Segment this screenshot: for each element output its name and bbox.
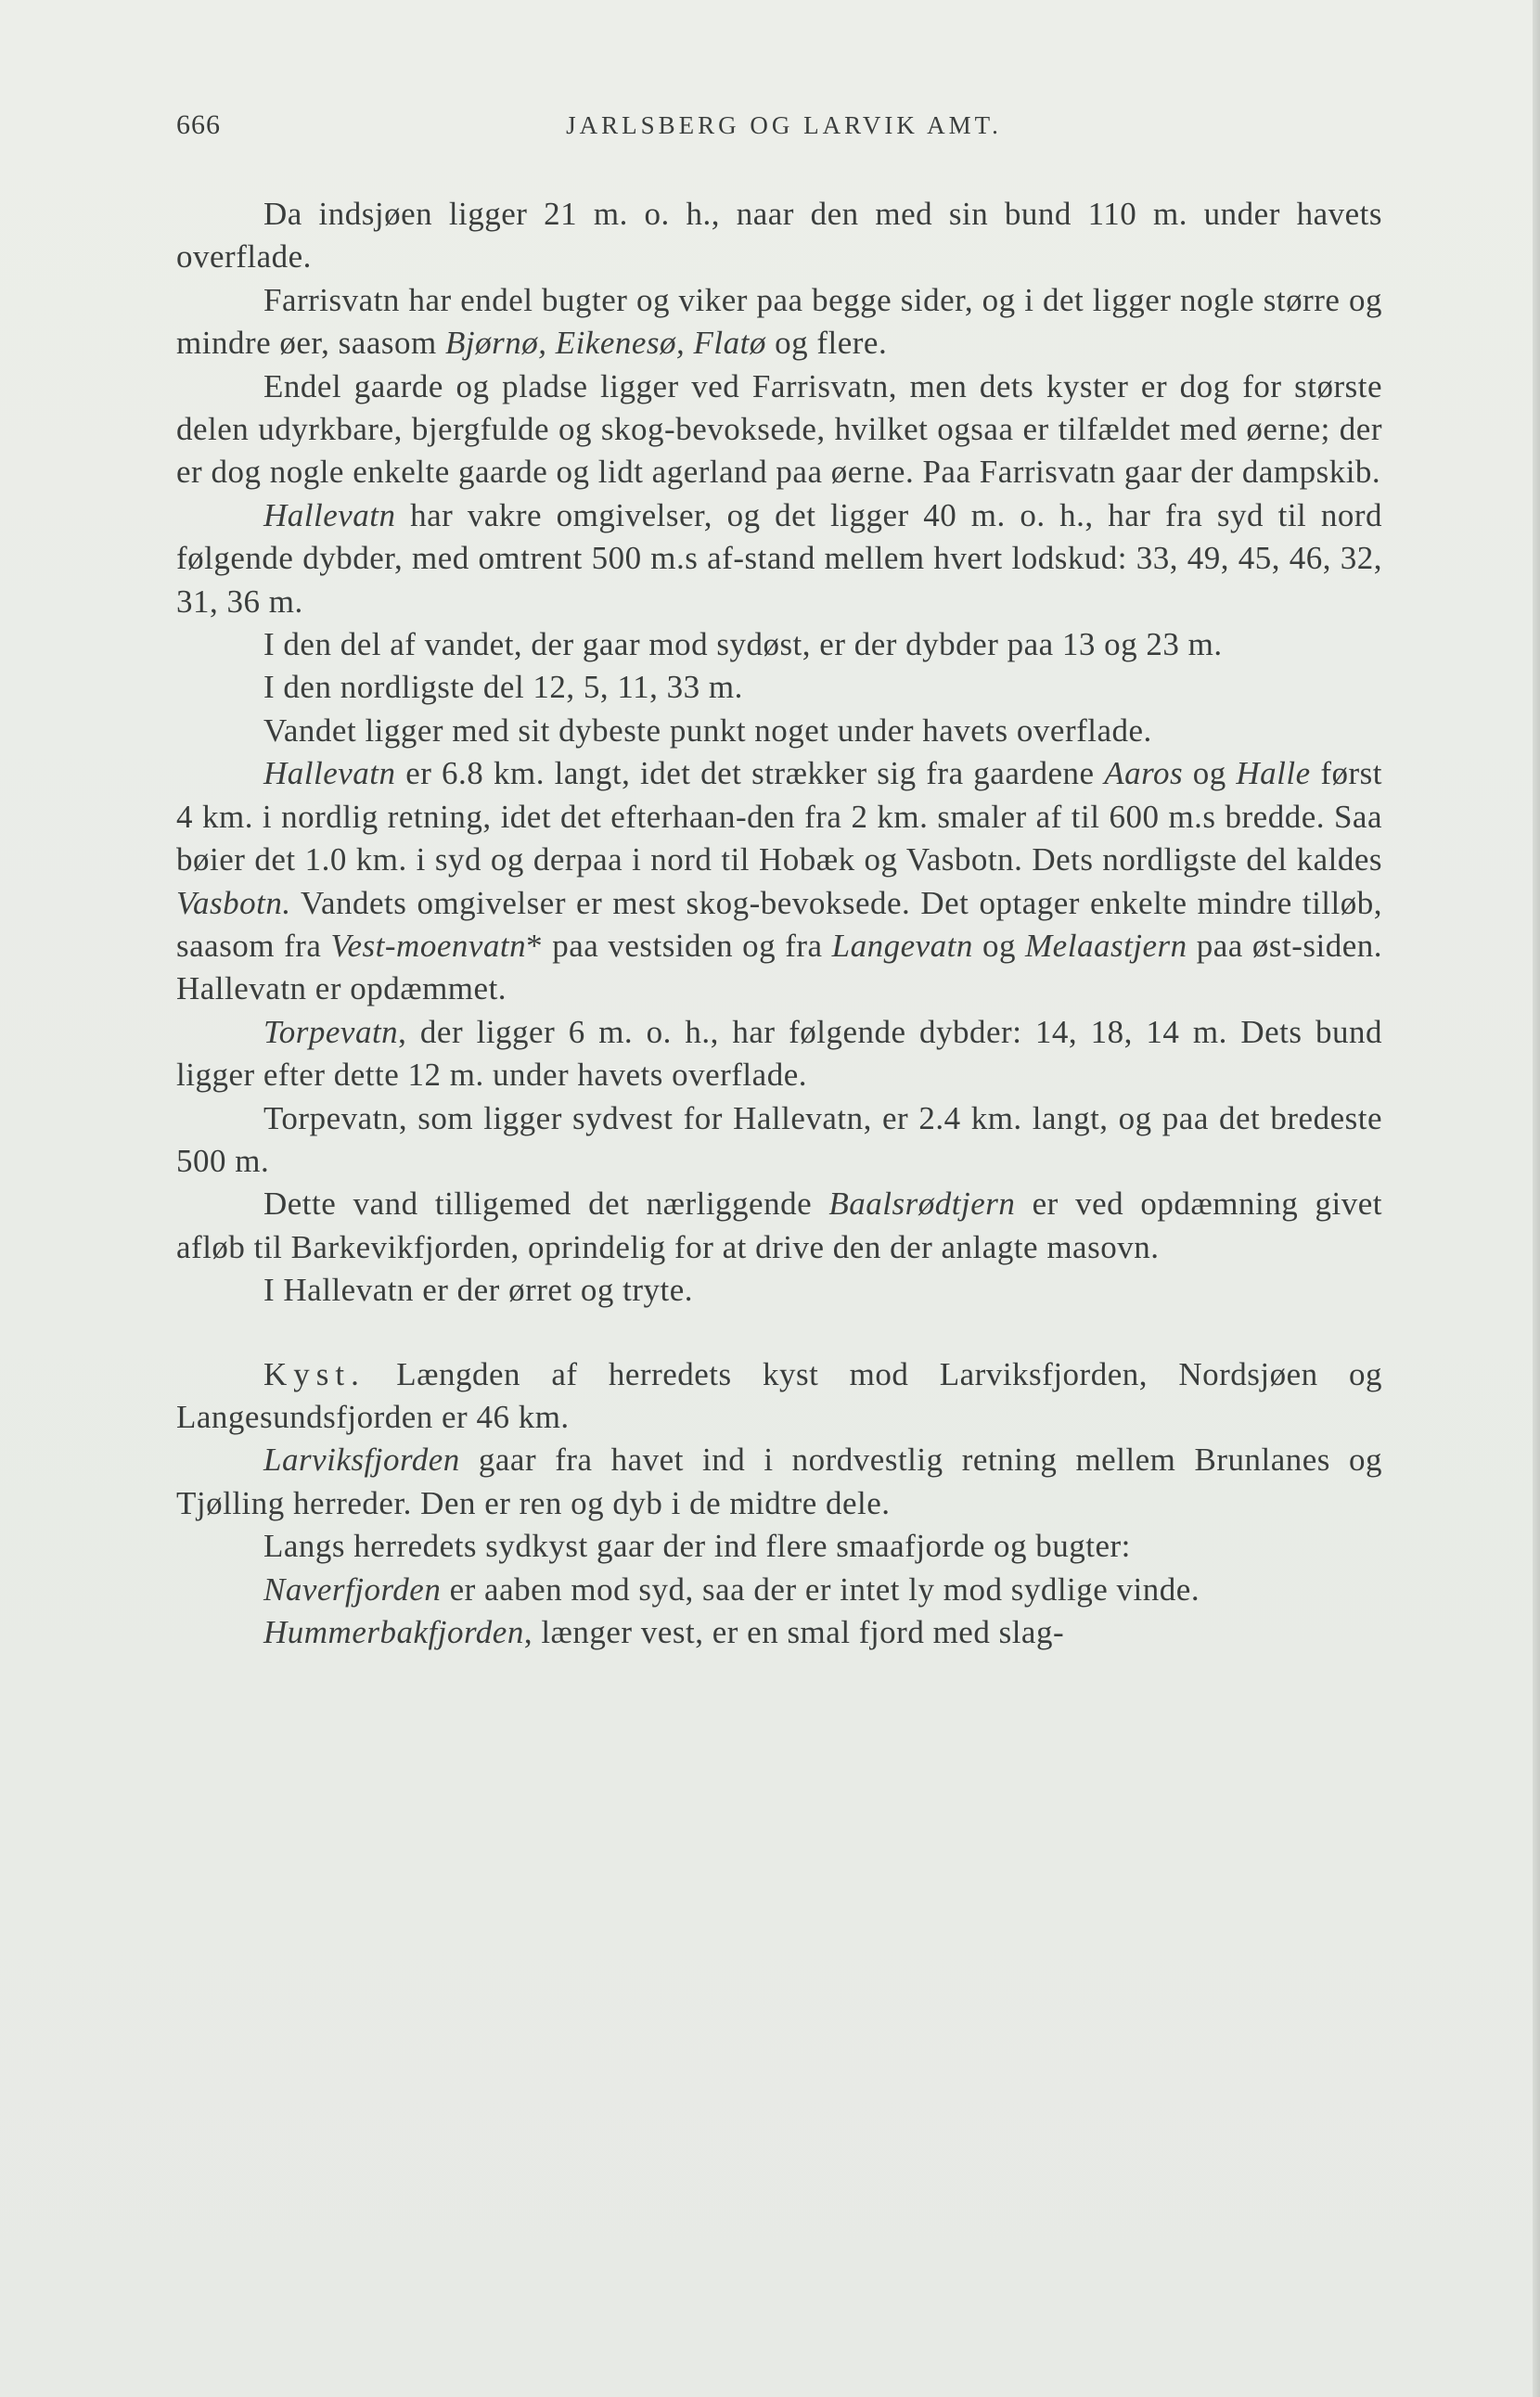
paragraph <box>176 365 1382 494</box>
paragraph <box>176 1525 1382 1568</box>
paragraph <box>176 279 1382 365</box>
body-text <box>176 193 1382 1654</box>
text-run: Da indsjøen ligger 21 m. o. h., naar den med sin bund 110 m. under havets overflade. <box>176 196 1382 276</box>
text-run: Længden af herredets kyst mod Larviksfjorden, Nordsjøen og Langesundsfjorden er 46 km. <box>176 1355 1382 1435</box>
text-run: I den nordligste del 12, 5, 11, 33 m. <box>263 669 743 706</box>
text-run: er aaben mod syd, saa der er intet ly mod sydlige vinde. <box>441 1570 1200 1608</box>
italic-text: Vasbotn. <box>176 884 291 921</box>
page-edge-shadow <box>1533 0 1540 2397</box>
text-run: gaar fra havet ind i nordvestlig retning mellem Brunlanes og Tjølling herreder. Den er ren og dyb i de midtre dele. <box>176 1442 1382 1521</box>
italic-text: Melaastjern <box>1025 927 1187 964</box>
text-run: har vakre omgivelser, og det ligger 40 m. o. h., har fra syd til nord følgende dybder, med omtrent 500 m.s af-stand mellem hvert lodskud: 33, 49, 45, 46, 32, 31, 36 m. <box>176 496 1382 620</box>
text-run: , længer vest, er en smal fjord med slag- <box>523 1614 1065 1650</box>
text-run: Endel gaarde og pladse ligger ved Farrisvatn, men dets kyster er dog for største delen udyrkbare, bjergfulde og skog-bevoksede, hvilket ogsaa er tilfældet med øerne; der er dog nogle enkelte gaarde og lidt agerland paa øerne. Paa Farrisvatn gaar der dampskib. <box>176 367 1382 491</box>
paragraph <box>176 1439 1382 1525</box>
text-run: * paa vestsiden og fra <box>526 927 832 964</box>
paragraph <box>176 1097 1382 1184</box>
spaced-heading: Kyst. <box>263 1355 366 1392</box>
paragraph <box>176 1569 1382 1611</box>
text-run: er 6.8 km. langt, idet det strækker sig fra gaardene <box>395 755 1105 792</box>
italic-text: Torpevatn <box>263 1013 399 1050</box>
paragraph <box>176 666 1382 709</box>
text-run: Farrisvatn har endel bugter og viker paa begge sider, og i det ligger nogle større og mindre øer, saasom <box>176 281 1382 362</box>
paragraph <box>176 1353 1382 1440</box>
text-run: og <box>1183 755 1237 792</box>
text-run: Langs herredets sydkyst gaar der ind flere smaafjorde og bugter: <box>263 1528 1131 1565</box>
paragraph <box>176 710 1382 752</box>
running-head: JARLSBERG OG LARVIK AMT. <box>566 111 1002 139</box>
italic-text: Naverfjorden <box>263 1570 442 1608</box>
paragraph <box>176 752 1382 1010</box>
paragraph <box>176 193 1382 279</box>
text-run: Vandet ligger med sit dybeste punkt noget under havets overflade. <box>263 711 1152 749</box>
paragraph <box>176 1269 1382 1312</box>
italic-text: Bjørnø, Eikenesø, Flatø <box>444 325 766 362</box>
paragraph <box>176 1011 1382 1097</box>
italic-text: Halle <box>1236 755 1311 792</box>
italic-text: Larviksfjorden <box>263 1442 460 1479</box>
paragraph <box>176 623 1382 666</box>
text-run: I Hallevatn er der ørret og tryte. <box>263 1272 694 1309</box>
italic-text: Aaros <box>1104 755 1184 792</box>
text-run: Torpevatn, som ligger sydvest for Hallevatn, er 2.4 km. langt, og paa det bredeste 500 m. <box>176 1099 1382 1179</box>
text-run: og <box>972 927 1026 964</box>
italic-text: Vest-moenvatn <box>330 927 527 964</box>
page-number: 666 <box>176 109 221 140</box>
text-run: , der ligger 6 m. o. h., har følgende dybder: 14, 18, 14 m. Dets bund ligger efter dette 12 m. under havets overflade. <box>176 1013 1382 1094</box>
italic-text: Hummerbakfjorden <box>263 1614 524 1650</box>
page-header <box>176 109 1392 156</box>
text-run: Dette vand tilligemed det nærliggende <box>263 1186 829 1223</box>
text-run: og flere. <box>765 325 888 362</box>
italic-text: Baalsrødtjern <box>828 1186 1016 1223</box>
paragraph <box>176 1611 1382 1654</box>
text-run: I den del af vandet, der gaar mod sydøst, er der dybder paa 13 og 23 m. <box>263 626 1223 663</box>
text-run: Vandets omgivelser er mest skog-bevoksede. Det optager enkelte mindre tilløb, saasom fra <box>176 884 1382 964</box>
paragraph <box>176 494 1382 623</box>
italic-text: Hallevatn <box>263 755 396 792</box>
text-run: er ved opdæmning givet afløb til Barkevikfjorden, oprindelig for at drive den der anlagte masovn. <box>176 1186 1382 1265</box>
italic-text: Hallevatn <box>263 496 396 533</box>
text-run: paa øst-siden. Hallevatn er opdæmmet. <box>176 927 1382 1007</box>
text-run: først 4 km. i nordlig retning, idet det efterhaan-den fra 2 km. smaler af til 600 m.s bredde. Saa bøier det 1.0 km. i syd og derpaa i nord til Hobæk og Vasbotn. Dets nordligste del kaldes <box>176 755 1382 878</box>
italic-text: Langevatn <box>831 927 973 964</box>
paragraph <box>176 1183 1382 1269</box>
